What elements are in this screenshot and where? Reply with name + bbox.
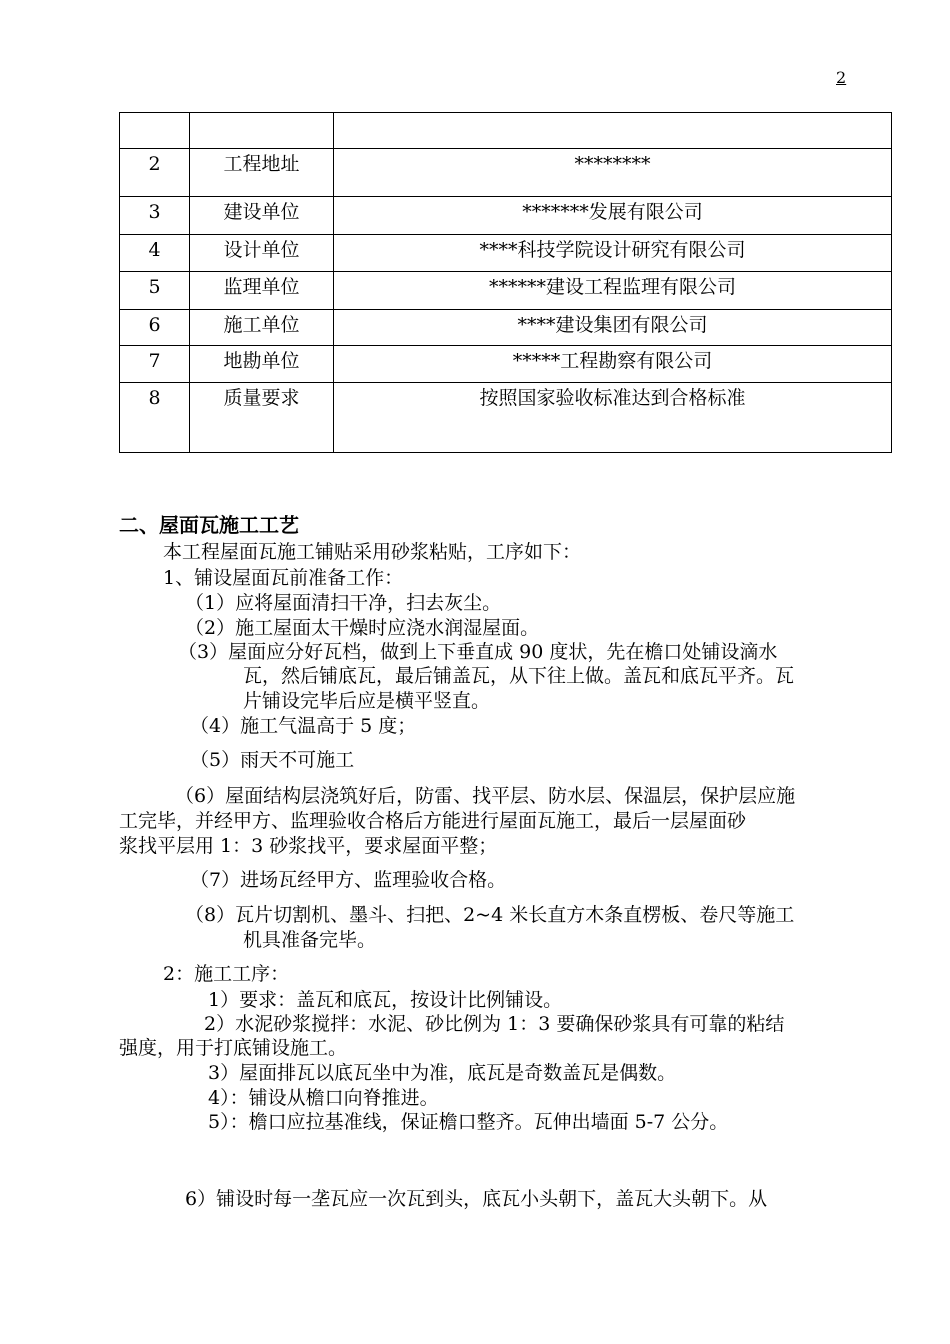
prep-item-6-line-1: （6）屋面结构层浇筑好后，防雷、找平层、防水层、保温层，保护层应施 — [175, 785, 796, 807]
row-value-cell — [334, 113, 892, 149]
row-value-cell: ******建设工程监理有限公司 — [334, 272, 892, 310]
row-number-cell: 6 — [120, 310, 190, 346]
row-label-cell: 地勘单位 — [190, 346, 334, 383]
step-2-line-1: 2）水泥砂浆搅拌：水泥、砂比例为 1：3 要确保砂浆具有可靠的粘结 — [204, 1013, 785, 1035]
table-row — [120, 235, 892, 272]
row-number-cell: 3 — [120, 197, 190, 235]
intro-paragraph: 本工程屋面瓦施工铺贴采用砂浆粘贴，工序如下： — [163, 541, 582, 563]
row-label-cell: 工程地址 — [190, 149, 334, 197]
step-5: 5）：檐口应拉基准线，保证檐口整齐。瓦伸出墙面 5-7 公分。 — [208, 1111, 729, 1133]
row-label-cell: 施工单位 — [190, 310, 334, 346]
row-number-cell: 8 — [120, 383, 190, 453]
prep-item-8-line-2: 机具准备完毕。 — [243, 929, 377, 951]
project-info-table — [119, 112, 892, 453]
prep-item-8-line-1: （8）瓦片切割机、墨斗、扫把、2~4 米长直方木条直楞板、卷尺等施工 — [185, 904, 795, 926]
table-row — [120, 383, 892, 453]
step-2-line-2: 强度，用于打底铺设施工。 — [119, 1037, 348, 1059]
prep-item-6-line-3: 浆找平层用 1：3 砂浆找平，要求屋面平整； — [119, 835, 498, 857]
row-label-cell: 建设单位 — [190, 197, 334, 235]
table-row — [120, 149, 892, 197]
row-number-cell: 7 — [120, 346, 190, 383]
row-value-cell: *****工程勘察有限公司 — [334, 346, 892, 383]
table-row — [120, 197, 892, 235]
row-value-cell: 按照国家验收标准达到合格标准 — [334, 383, 892, 453]
row-label-cell — [190, 113, 334, 149]
subsection-heading-2: 2：施工工序： — [163, 963, 290, 985]
row-number-cell: 5 — [120, 272, 190, 310]
page-number: 2 — [836, 68, 847, 87]
row-value-cell: ******** — [334, 149, 892, 197]
row-value-cell: ****建设集团有限公司 — [334, 310, 892, 346]
table-row — [120, 113, 892, 149]
prep-item-2: （2）施工屋面太干燥时应浇水润湿屋面。 — [185, 617, 540, 639]
prep-item-5: （5）雨天不可施工 — [190, 749, 355, 771]
row-label-cell: 监理单位 — [190, 272, 334, 310]
row-number-cell: 2 — [120, 149, 190, 197]
subsection-heading-1: 1、铺设屋面瓦前准备工作： — [163, 567, 404, 589]
prep-item-3-line-3: 片铺设完毕后应是横平竖直。 — [243, 690, 491, 712]
row-number-cell — [120, 113, 190, 149]
row-label-cell: 质量要求 — [190, 383, 334, 453]
row-value-cell: ****科技学院设计研究有限公司 — [334, 235, 892, 272]
section-heading: 二、屋面瓦施工工艺 — [119, 513, 299, 537]
prep-item-6-line-2: 工完毕，并经甲方、监理验收合格后方能进行屋面瓦施工，最后一层屋面砂 — [119, 810, 747, 832]
step-4: 4）：铺设从檐口向脊推进。 — [208, 1087, 439, 1109]
prep-item-1: （1）应将屋面清扫干净，扫去灰尘。 — [185, 592, 502, 614]
prep-item-4: （4）施工气温高于 5 度； — [190, 715, 417, 737]
row-value-cell: *******发展有限公司 — [334, 197, 892, 235]
step-1: 1）要求：盖瓦和底瓦，按设计比例铺设。 — [208, 989, 563, 1011]
row-label-cell: 设计单位 — [190, 235, 334, 272]
row-number-cell: 4 — [120, 235, 190, 272]
table-row — [120, 272, 892, 310]
prep-item-3-line-2: 瓦，然后铺底瓦，最后铺盖瓦，从下往上做。盖瓦和底瓦平齐。瓦 — [243, 665, 795, 687]
prep-item-3-line-1: （3）屋面应分好瓦档，做到上下垂直成 90 度状，先在檐口处铺设滴水 — [178, 641, 778, 663]
table-row — [120, 346, 892, 383]
table-row — [120, 310, 892, 346]
prep-item-7: （7）进场瓦经甲方、监理验收合格。 — [190, 869, 507, 891]
step-6: 6）铺设时每一垄瓦应一次瓦到头，底瓦小头朝下，盖瓦大头朝下。从 — [185, 1188, 768, 1210]
step-3: 3）屋面排瓦以底瓦坐中为准，底瓦是奇数盖瓦是偶数。 — [208, 1062, 677, 1084]
